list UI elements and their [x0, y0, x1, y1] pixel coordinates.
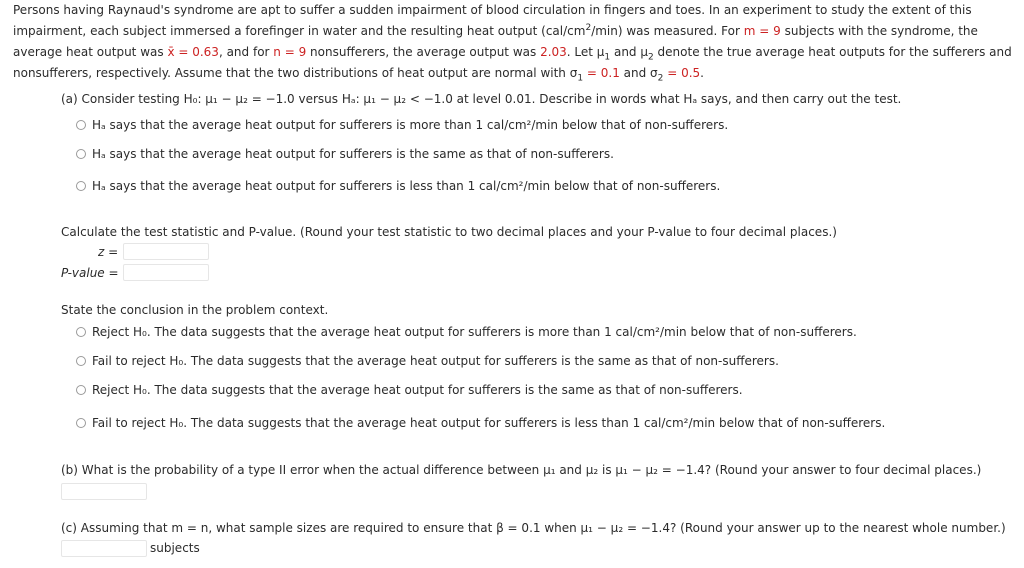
intro-text-4: , and for — [218, 45, 274, 59]
conclusion-option-1-label: Reject H₀. The data suggests that the average heat output for sufferers is more than 1 cal/cm²/min below that of non-sufferers. — [92, 325, 857, 339]
intro-text-10: . — [700, 66, 704, 80]
intro-m-value: m = 9 — [743, 24, 781, 38]
radio-ha-3[interactable] — [76, 181, 86, 191]
intro-n-value: n = 9 — [273, 45, 307, 59]
conclusion-option-4-label: Fail to reject H₀. The data suggests that the average heat output for sufferers is less than 1 cal/cm²/min below that of non-sufferers. — [92, 416, 886, 430]
conclusion-option-2-label: Fail to reject H₀. The data suggests that the average heat output for sufferers is the same as that of non-sufferers. — [92, 354, 779, 368]
conclusion-option-2[interactable] — [76, 354, 779, 368]
p-value-input[interactable] — [123, 264, 209, 281]
ha-option-1[interactable] — [76, 118, 728, 132]
intro-text-1: Persons having Raynaud's syndrome are apt to suffer a sudden impairment of blood circulation in fingers and toes. In an experiment to study the extent of this impairment, each subject immersed a forefinger in water and the resulting heat output (cal/cm — [13, 3, 972, 38]
z-label: z = — [98, 245, 119, 259]
ha-option-3[interactable] — [76, 179, 720, 193]
intro-text-6: . Let μ — [566, 45, 605, 59]
intro-text-9: and σ — [619, 66, 658, 80]
part-a-question: (a) Consider testing H₀: μ₁ − μ₂ = −1.0 versus Hₐ: μ₁ − μ₂ < −1.0 at level 0.01. Describe in words what Hₐ says, and then carry out the test. — [61, 92, 902, 106]
radio-conclusion-2[interactable] — [76, 356, 86, 366]
intro-text-5: nonsufferers, the average output was — [306, 45, 541, 59]
radio-conclusion-4[interactable] — [76, 418, 86, 428]
radio-ha-1[interactable] — [76, 120, 86, 130]
conclusion-option-3[interactable] — [76, 383, 743, 397]
subjects-unit-label: subjects — [150, 541, 200, 555]
conclusion-option-3-label: Reject H₀. The data suggests that the average heat output for sufferers is the same as that of non-sufferers. — [92, 383, 743, 397]
intro-text-3: subjects with the syndrome, the average heat output was — [13, 24, 978, 59]
conclusion-option-4[interactable] — [76, 416, 885, 430]
ha-option-2-label: Hₐ says that the average heat output for sufferers is the same as that of non-sufferers. — [92, 147, 614, 161]
type2-error-input[interactable] — [61, 483, 147, 500]
conclusion-option-1[interactable] — [76, 325, 857, 339]
intro-ybar-value: 2.03 — [540, 45, 567, 59]
ha-option-2[interactable] — [76, 147, 614, 161]
problem-intro: Persons having Raynaud's syndrome are apt to suffer a sudden impairment of blood circulation in fingers and toes. In an experiment to study the extent of this impairment, each subject immersed a forefinger in water and the resulting heat output $(cal/cm^2/\min)$ was measured. For m = 9 subjects with the syndrome, the average heat output was x̄ = 0.63, and for n = 9 nonsufferers, the average output was 2.03. Let $\mu_1$ and $\mu_2$ denote the true average heat outputs for the sufferers and nonsufferers, respectively. Assume that the two distributions of heat output are normal with $\sigma_1 = 0.1$ and $\sigma_2 = 0.5$. — [13, 3, 1012, 84]
part-b-question: (b) What is the probability of a type II error when the actual difference between μ₁ and μ₂ is μ₁ − μ₂ = −1.4? (Round your answer to four decimal places.) — [61, 463, 982, 477]
intro-text-8: denote the true average heat outputs for the sufferers and nonsufferers, respectively. Assume that the two distributions of heat output are normal with σ — [13, 45, 1012, 80]
ha-option-3-label: Hₐ says that the average heat output for sufferers is less than 1 cal/cm²/min below that of non-sufferers. — [92, 179, 721, 193]
part-c-question: (c) Assuming that m = n, what sample sizes are required to ensure that β = 0.1 when μ₁ − μ₂ = −1.4? (Round your answer up to the nearest whole number.) — [61, 521, 1006, 535]
radio-ha-2[interactable] — [76, 149, 86, 159]
intro-text-2: /min) was measured. For — [591, 24, 744, 38]
radio-conclusion-1[interactable] — [76, 327, 86, 337]
z-input[interactable] — [123, 243, 209, 260]
intro-xbar-value: x̄ = 0.63 — [167, 45, 219, 59]
conclusion-prompt: State the conclusion in the problem context. — [61, 303, 329, 317]
intro-text-7: and μ — [610, 45, 648, 59]
ha-option-1-label: Hₐ says that the average heat output for sufferers is more than 1 cal/cm²/min below that of non-sufferers. — [92, 118, 729, 132]
p-value-label: P-value = — [61, 266, 119, 280]
sample-size-input[interactable] — [61, 540, 147, 557]
intro-sigma1-value: = 0.1 — [583, 66, 620, 80]
calc-prompt: Calculate the test statistic and P-value. (Round your test statistic to two decimal places and your P-value to four decimal places.) — [61, 225, 837, 239]
intro-sigma2-value: = 0.5 — [663, 66, 701, 80]
radio-conclusion-3[interactable] — [76, 385, 86, 395]
